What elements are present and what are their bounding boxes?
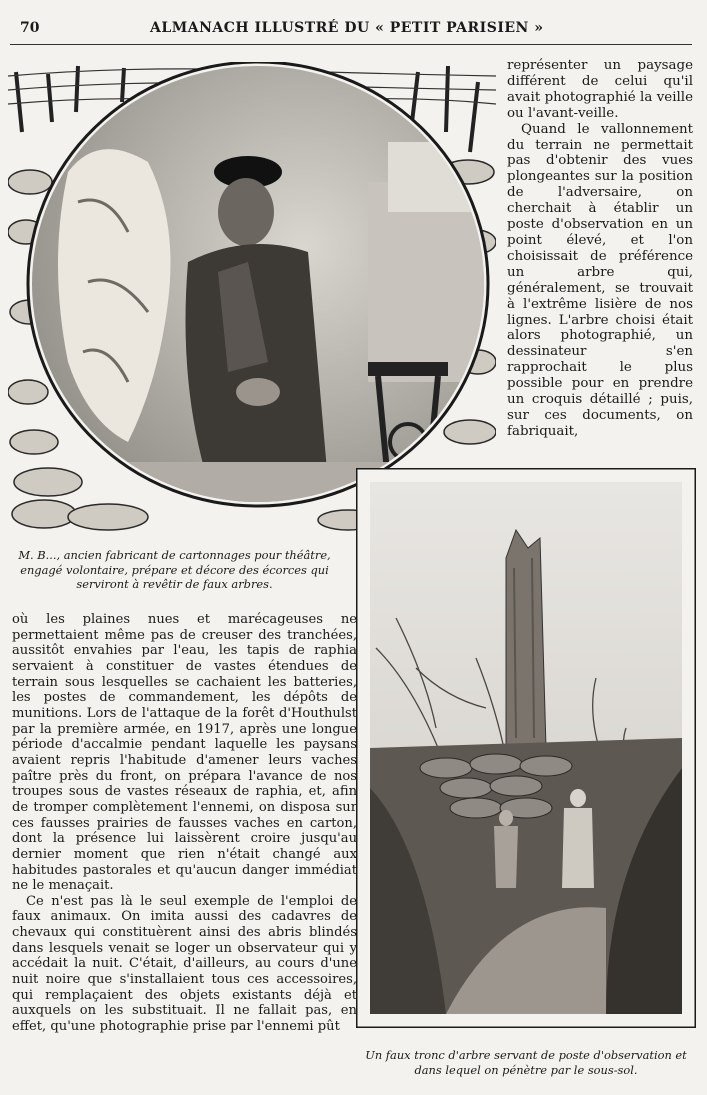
running-header: ALMANACH ILLUSTRÉ DU « PETIT PARISIEN »	[150, 20, 544, 36]
caption-craftsman: M. B..., ancien fabricant de cartonnages pour théâtre, engagé volontaire, prépare et décore des écorces qui serviront à revêtir de faux arbres.	[18, 548, 331, 591]
caption-fake-tree: Un faux tronc d'arbre servant de poste d'observation et dans lequel on pénètre par le sous-sol.	[365, 1048, 687, 1077]
text-column-right	[507, 58, 693, 440]
paragraph: Ce n'est pas là le seul exemple de l'emploi de faux animaux. On imita aussi des cadavres de chevaux qui constituèrent ainsi des abris blindés dans lesquels venait se loger un observateur qui y accédait la nuit. C'était, d'ailleurs, au cours d'une nuit noire que s'installaient tous ces accessoires, qui remplaçaient des objets existants déjà et auxquels on les substituait. Il ne fallait pas, en effet, qu'une photographie prise par l'ennemi pût	[12, 893, 357, 1035]
paragraph: où les plaines nues et marécageuses ne permettaient même pas de creuser des tranchées, aussitôt envahies par l'eau, les tapis de raphia servaient à constituer de vastes étendues de terrain sous lesquelles se cachaient les batteries, les postes de commandement, les dépôts de munitions. Lors de l'attaque de la forêt d'Houthulst par la première armée, en 1917, après une longue période d'accalmie pendant laquelle les paysans avaient repris l'habitude d'amener leurs vaches paître près du front, on prépara l'avance de nos troupes sous de vastes réseaux de raphia, et, afin de tromper complètement l'ennemi, on disposa sur ces fausses prairies de fausses vaches en carton, dont la présence lui laissèrent croire jusqu'au dernier moment que rien n'était changé aux habitudes pastorales et qu'aucun danger immédiat ne le menaçait.	[12, 612, 357, 894]
header-rule	[10, 44, 692, 45]
photo-fake-tree-trunk	[356, 468, 696, 1028]
paragraph: Quand le vallonnement du terrain ne permettait pas d'obtenir des vues plongeantes sur la position de l'adversaire, on cherchait à établir un poste d'observation en un point élevé, et l'on choisissait de préférence un arbre qui, généralement, se trouvait à l'extrême lisière de nos lignes. L'arbre choisi était alors photographié, un dessinateur s'en rapprochait le plus possible pour en prendre un croquis détaillé ; puis, sur ces documents, on fabriquait,	[507, 121, 693, 439]
paragraph: représenter un paysage différent de celui qu'il avait photographié la veille ou l'avant-veille.	[507, 58, 693, 121]
text-column-left	[12, 612, 357, 1035]
page-number: 70	[20, 20, 40, 36]
photo-craftsman-circular	[8, 62, 496, 532]
